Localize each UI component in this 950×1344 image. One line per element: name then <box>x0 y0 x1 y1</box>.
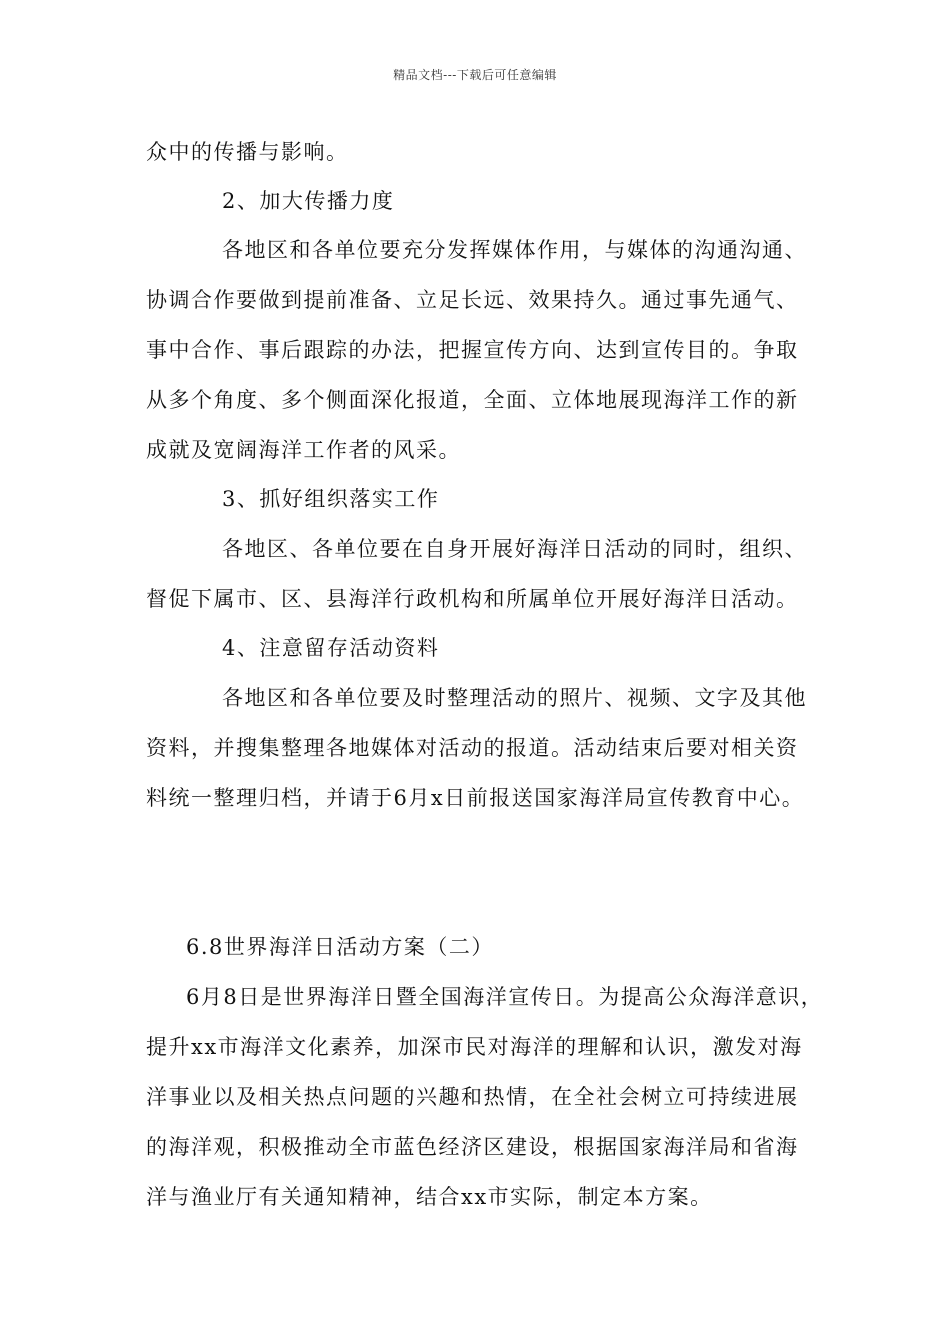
section-heading: 3、抓好组织落实工作 <box>222 487 440 511</box>
paragraph-line: 协调合作要做到提前准备、立足长远、效果持久。通过事先通气、 <box>146 288 799 312</box>
paragraph-line: 从多个角度、多个侧面深化报道，全面、立体地展现海洋工作的新 <box>146 388 799 412</box>
paragraph-line: 各地区和各单位要及时整理活动的照片、视频、文字及其他 <box>222 686 807 710</box>
paragraph-line: 资料，并搜集整理各地媒体对活动的报道。活动结束后要对相关资 <box>146 736 799 760</box>
paragraph-line: 提升xx市海洋文化素养，加深市民对海洋的理解和认识，激发对海 <box>146 1035 803 1059</box>
paragraph-line: 众中的传播与影响。 <box>146 140 349 164</box>
paragraph-line: 事中合作、事后跟踪的办法，把握宣传方向、达到宣传目的。争取 <box>146 338 799 362</box>
section-heading: 2、加大传播力度 <box>222 189 395 213</box>
paragraph-line: 洋事业以及相关热点问题的兴趣和热情，在全社会树立可持续进展 <box>146 1085 799 1109</box>
page-header: 精品文档---下载后可任意编辑 <box>393 68 557 82</box>
paragraph-line: 洋与渔业厅有关通知精神，结合xx市实际，制定本方案。 <box>146 1185 713 1209</box>
paragraph-line: 料统一整理归档，并请于6月x日前报送国家海洋局宣传教育中心。 <box>146 786 805 810</box>
paragraph-line: 6月8日是世界海洋日暨全国海洋宣传日。为提高公众海洋意识， <box>186 985 824 1009</box>
paragraph-line: 督促下属市、区、县海洋行政机构和所属单位开展好海洋日活动。 <box>146 587 799 611</box>
paragraph-line: 各地区、各单位要在自身开展好海洋日活动的同时，组织、 <box>222 537 807 561</box>
document-title: 6.8世界海洋日活动方案（二） <box>186 935 494 959</box>
paragraph-line: 的海洋观，积极推动全市蓝色经济区建设，根据国家海洋局和省海 <box>146 1135 799 1159</box>
paragraph-line: 各地区和各单位要充分发挥媒体作用，与媒体的沟通沟通、 <box>222 238 807 262</box>
paragraph-line: 成就及宽阔海洋工作者的风采。 <box>146 438 461 462</box>
section-heading: 4、注意留存活动资料 <box>222 636 440 660</box>
